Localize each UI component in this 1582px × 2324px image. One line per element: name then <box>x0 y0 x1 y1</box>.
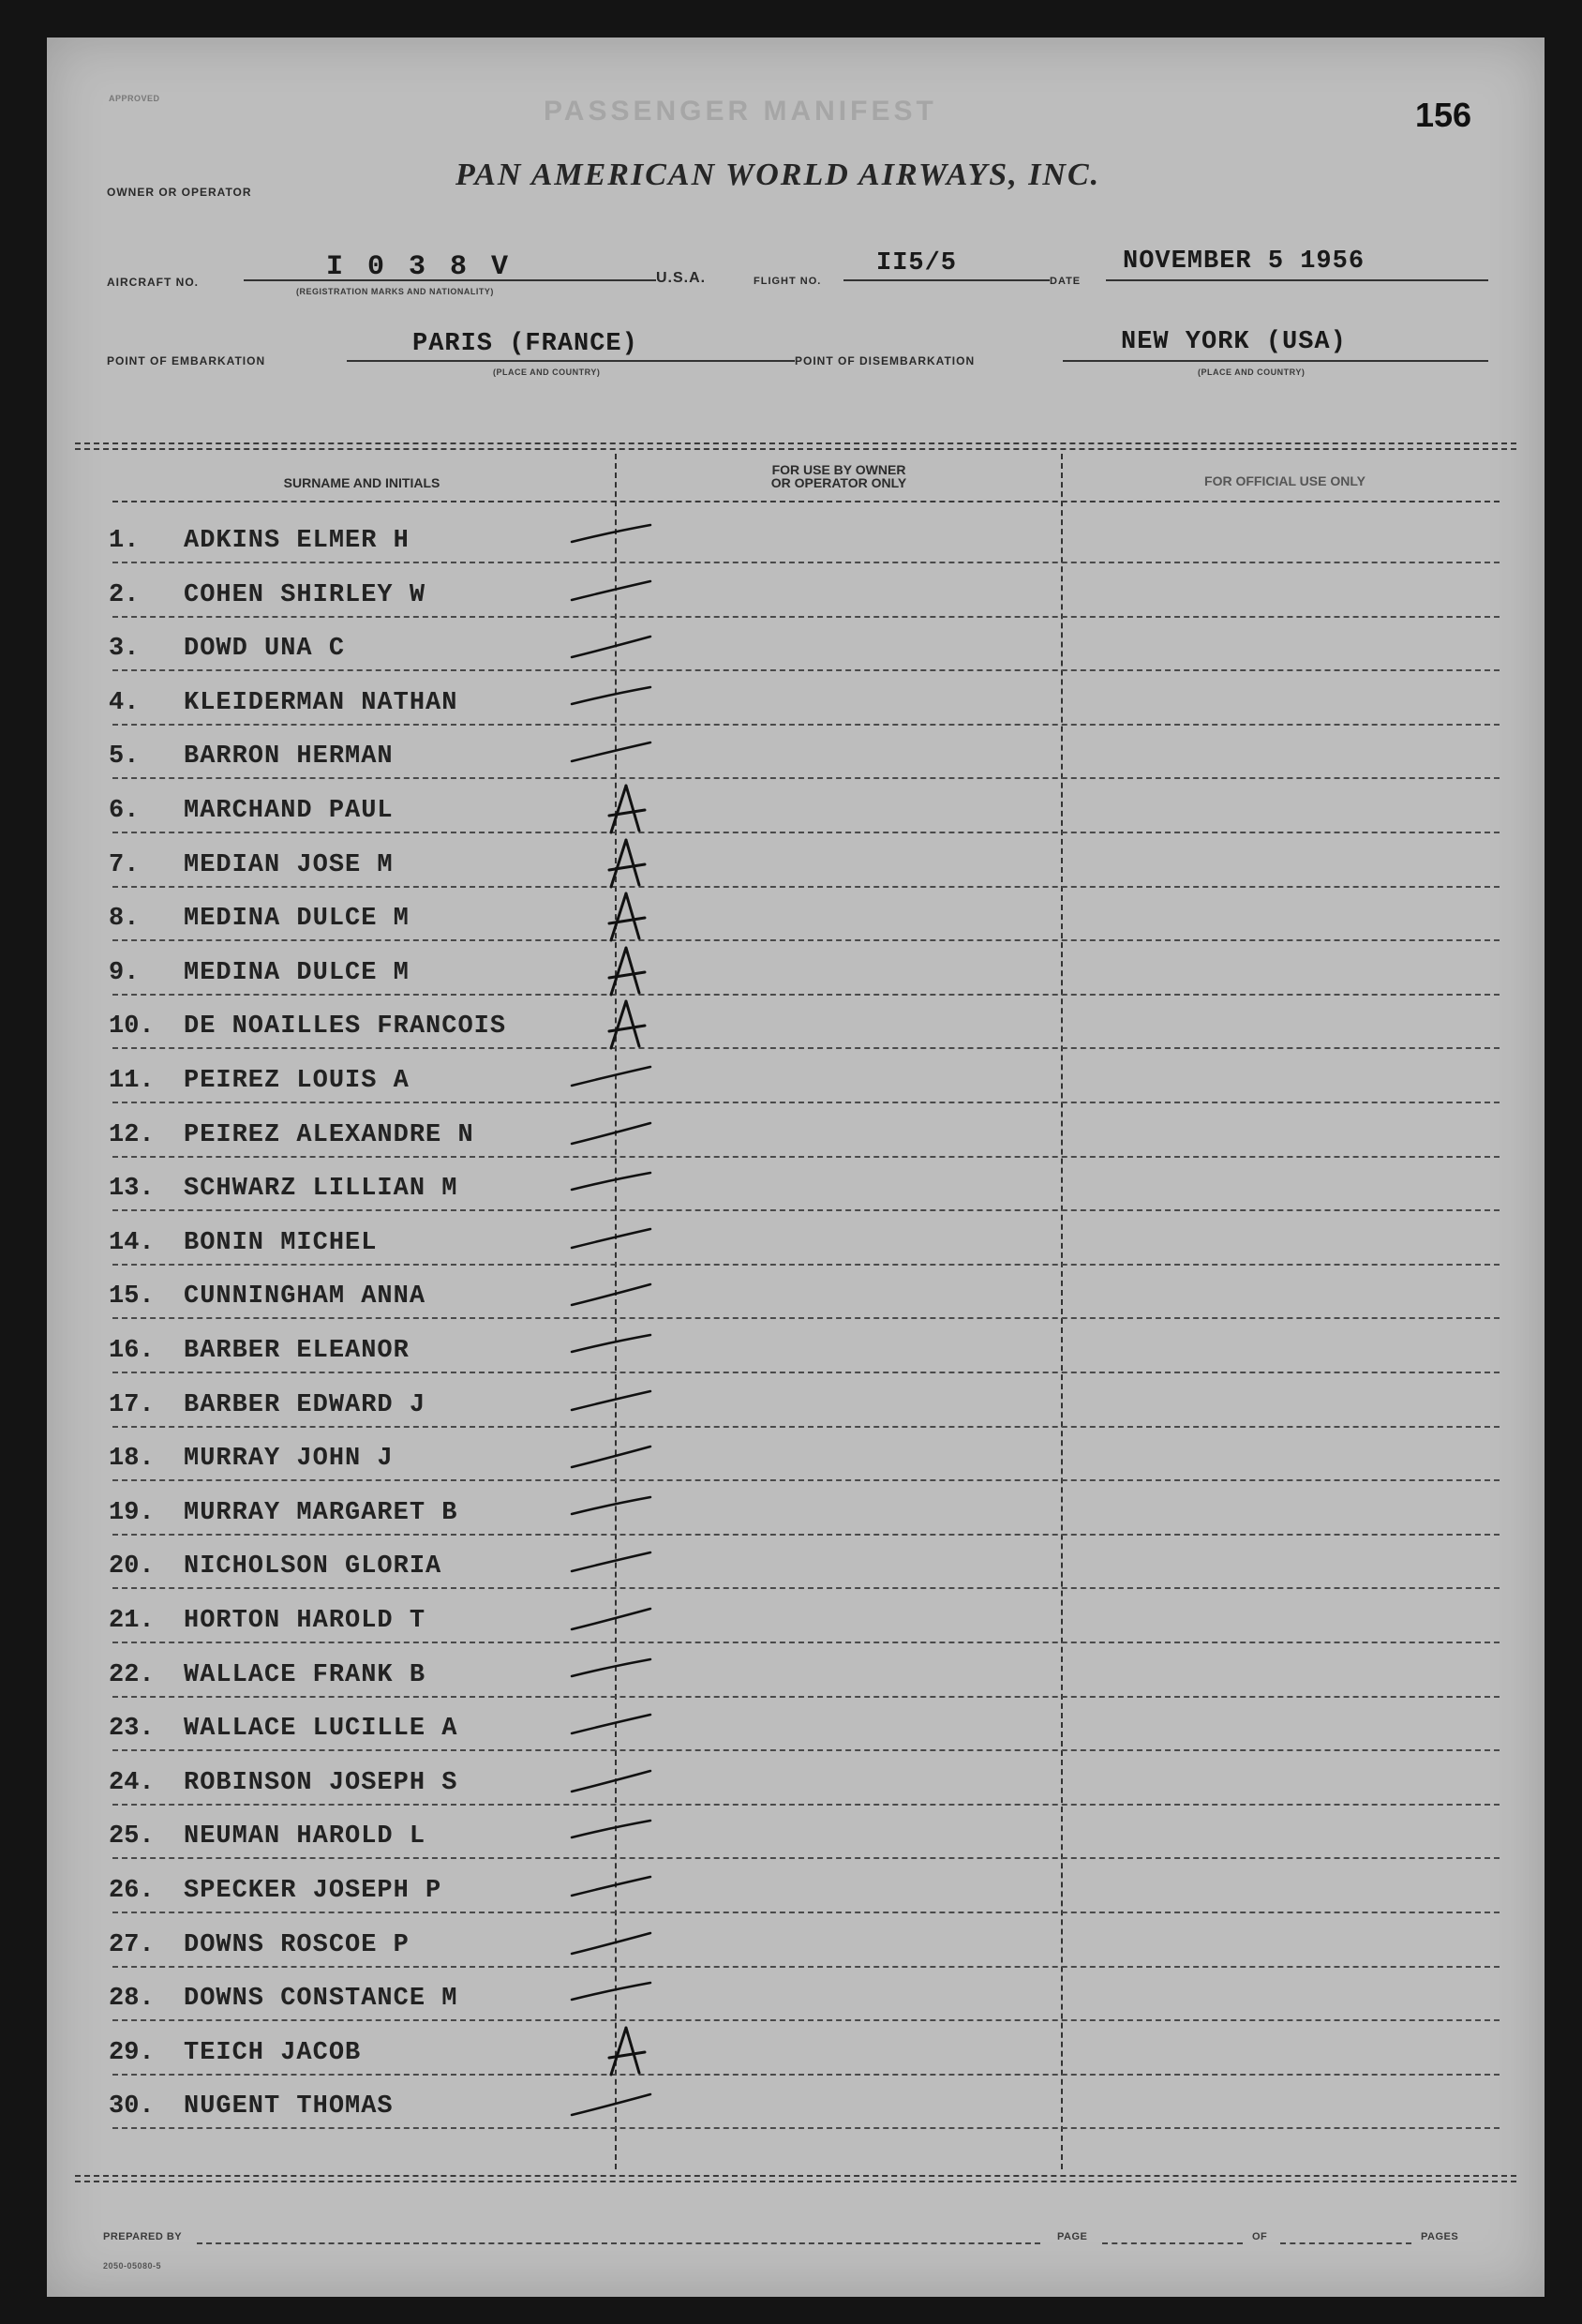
passenger-name: BARBER EDWARD J <box>184 1390 426 1419</box>
row-number: 15. <box>109 1282 155 1312</box>
row-number: 19. <box>109 1498 155 1527</box>
passenger-row <box>47 1104 1545 1158</box>
passenger-name: MEDINA DULCE M <box>184 905 410 934</box>
row-number: 2. <box>109 580 140 609</box>
passenger-name: MEDINA DULCE M <box>184 958 410 987</box>
usa-label: U.S.A. <box>656 270 707 286</box>
row-number: 23. <box>109 1715 155 1744</box>
disembark-value: NEW YORK (USA) <box>1121 328 1347 356</box>
passenger-name: MEDIAN JOSE M <box>184 850 394 879</box>
row-number: 20. <box>109 1552 155 1582</box>
passenger-name: NEUMAN HAROLD L <box>184 1822 426 1852</box>
date-label: DATE <box>1050 276 1082 287</box>
passenger-row <box>47 726 1545 779</box>
embark-value: PARIS (FRANCE) <box>412 330 638 358</box>
passenger-row <box>47 1914 1545 1968</box>
row-number: 30. <box>109 2092 155 2122</box>
page-label: PAGE <box>1057 2231 1088 2242</box>
prepared-by-label: PREPARED BY <box>103 2231 183 2242</box>
passenger-name: NUGENT THOMAS <box>184 2092 394 2122</box>
passenger-name: ROBINSON JOSEPH S <box>184 1768 458 1797</box>
passenger-name: CUNNINGHAM ANNA <box>184 1282 426 1312</box>
passenger-name: WALLACE LUCILLE A <box>184 1715 458 1744</box>
row-number: 11. <box>109 1067 155 1095</box>
row-number: 7. <box>109 850 140 879</box>
passenger-row <box>47 1536 1545 1589</box>
passenger-row <box>47 1590 1545 1643</box>
row-number: 29. <box>109 2038 155 2067</box>
passenger-name: DE NOAILLES FRANCOIS <box>184 1012 507 1042</box>
row-number: 8. <box>109 905 140 934</box>
row-number: 27. <box>109 1930 155 1959</box>
passenger-row <box>47 2022 1545 2076</box>
manifest-sheet <box>47 37 1545 2297</box>
row-number: 9. <box>109 958 140 987</box>
row-number: 28. <box>109 1985 155 2014</box>
passenger-name: NICHOLSON GLORIA <box>184 1552 442 1582</box>
passenger-row <box>47 780 1545 833</box>
row-number: 13. <box>109 1175 155 1204</box>
of-label: OF <box>1252 2231 1268 2242</box>
row-number: 22. <box>109 1660 155 1689</box>
col-header-owner-line1: FOR USE BY OWNER <box>771 462 906 477</box>
flight-label: FLIGHT NO. <box>754 276 822 287</box>
passenger-row <box>47 1752 1545 1806</box>
passenger-name: PEIREZ ALEXANDRE N <box>184 1120 474 1149</box>
passenger-name: WALLACE FRANK B <box>184 1660 426 1689</box>
form-title: PASSENGER MANIFEST <box>544 96 937 127</box>
row-number: 18. <box>109 1445 155 1474</box>
passenger-row <box>47 1374 1545 1428</box>
row-number: 5. <box>109 742 140 772</box>
passenger-row <box>47 834 1545 888</box>
owner-value: PAN AMERICAN WORLD AIRWAYS, INC. <box>455 157 1101 192</box>
passenger-name: BONIN MICHEL <box>184 1228 378 1257</box>
col-header-owner-line2: OR OPERATOR ONLY <box>770 475 907 490</box>
aircraft-caption: (REGISTRATION MARKS AND NATIONALITY) <box>296 287 494 296</box>
passenger-row <box>47 672 1545 726</box>
row-number: 14. <box>109 1228 155 1257</box>
aircraft-label: AIRCRAFT NO. <box>107 276 199 289</box>
row-rule <box>112 2127 1500 2129</box>
passenger-row <box>47 1050 1545 1103</box>
disembark-caption: (PLACE AND COUNTRY) <box>1198 367 1306 377</box>
row-number: 6. <box>109 797 140 825</box>
passenger-row <box>47 1482 1545 1536</box>
passenger-name: MURRAY MARGARET B <box>184 1498 458 1527</box>
passenger-name: PEIREZ LOUIS A <box>184 1067 410 1095</box>
approval-note: APPROVED <box>109 94 160 103</box>
form-code: 2050-05080-5 <box>103 2261 162 2271</box>
row-number: 26. <box>109 1877 155 1905</box>
passenger-row <box>47 1860 1545 1913</box>
col-header-official: FOR OFFICIAL USE ONLY <box>1204 473 1366 488</box>
passenger-name: DOWD UNA C <box>184 635 346 664</box>
row-number: 1. <box>109 527 140 555</box>
passenger-name: DOWNS CONSTANCE M <box>184 1985 458 2014</box>
row-number: 10. <box>109 1012 155 1042</box>
row-number: 4. <box>109 688 140 717</box>
passenger-row <box>47 888 1545 941</box>
row-number: 24. <box>109 1768 155 1797</box>
passenger-row <box>47 564 1545 618</box>
passenger-name: KLEIDERMAN NATHAN <box>184 688 458 717</box>
passenger-row <box>47 618 1545 671</box>
passenger-name: BARRON HERMAN <box>184 742 394 772</box>
passenger-name: SCHWARZ LILLIAN M <box>184 1175 458 1204</box>
passenger-row <box>47 1698 1545 1751</box>
embark-label: POINT OF EMBARKATION <box>107 354 266 367</box>
passenger-row <box>47 1158 1545 1211</box>
passenger-row <box>47 2076 1545 2129</box>
passenger-row <box>47 1320 1545 1373</box>
passenger-row <box>47 1644 1545 1698</box>
row-number: 16. <box>109 1337 155 1365</box>
passenger-name: TEICH JACOB <box>184 2038 362 2067</box>
page-number: 156 <box>1415 96 1472 134</box>
pages-label: PAGES <box>1421 2231 1459 2242</box>
passenger-name: MURRAY JOHN J <box>184 1445 394 1474</box>
passenger-row <box>47 996 1545 1049</box>
flight-value: II5/5 <box>876 249 958 277</box>
row-number: 12. <box>109 1120 155 1149</box>
passenger-row <box>47 1968 1545 2021</box>
passenger-row <box>47 1266 1545 1319</box>
row-number: 25. <box>109 1822 155 1852</box>
passenger-row <box>47 1212 1545 1266</box>
date-value: NOVEMBER 5 1956 <box>1123 247 1366 276</box>
col-header-surname: SURNAME AND INITIALS <box>283 475 440 490</box>
passenger-name: COHEN SHIRLEY W <box>184 580 426 609</box>
passenger-name: BARBER ELEANOR <box>184 1337 410 1365</box>
passenger-name: DOWNS ROSCOE P <box>184 1930 410 1959</box>
passenger-name: ADKINS ELMER H <box>184 527 410 555</box>
passenger-name: HORTON HAROLD T <box>184 1607 426 1635</box>
passenger-row <box>47 510 1545 563</box>
owner-label: OWNER OR OPERATOR <box>107 186 252 199</box>
passenger-row <box>47 942 1545 996</box>
passenger-name: SPECKER JOSEPH P <box>184 1877 442 1905</box>
passenger-row <box>47 1428 1545 1481</box>
passenger-row <box>47 1806 1545 1859</box>
row-number: 17. <box>109 1390 155 1419</box>
handwritten-check-mark <box>553 2070 656 2136</box>
disembark-label: POINT OF DISEMBARKATION <box>795 354 976 367</box>
embark-caption: (PLACE AND COUNTRY) <box>493 367 601 377</box>
row-number: 3. <box>109 635 140 664</box>
passenger-name: MARCHAND PAUL <box>184 797 394 825</box>
row-number: 21. <box>109 1607 155 1635</box>
aircraft-value: I 0 3 8 V <box>326 251 513 283</box>
